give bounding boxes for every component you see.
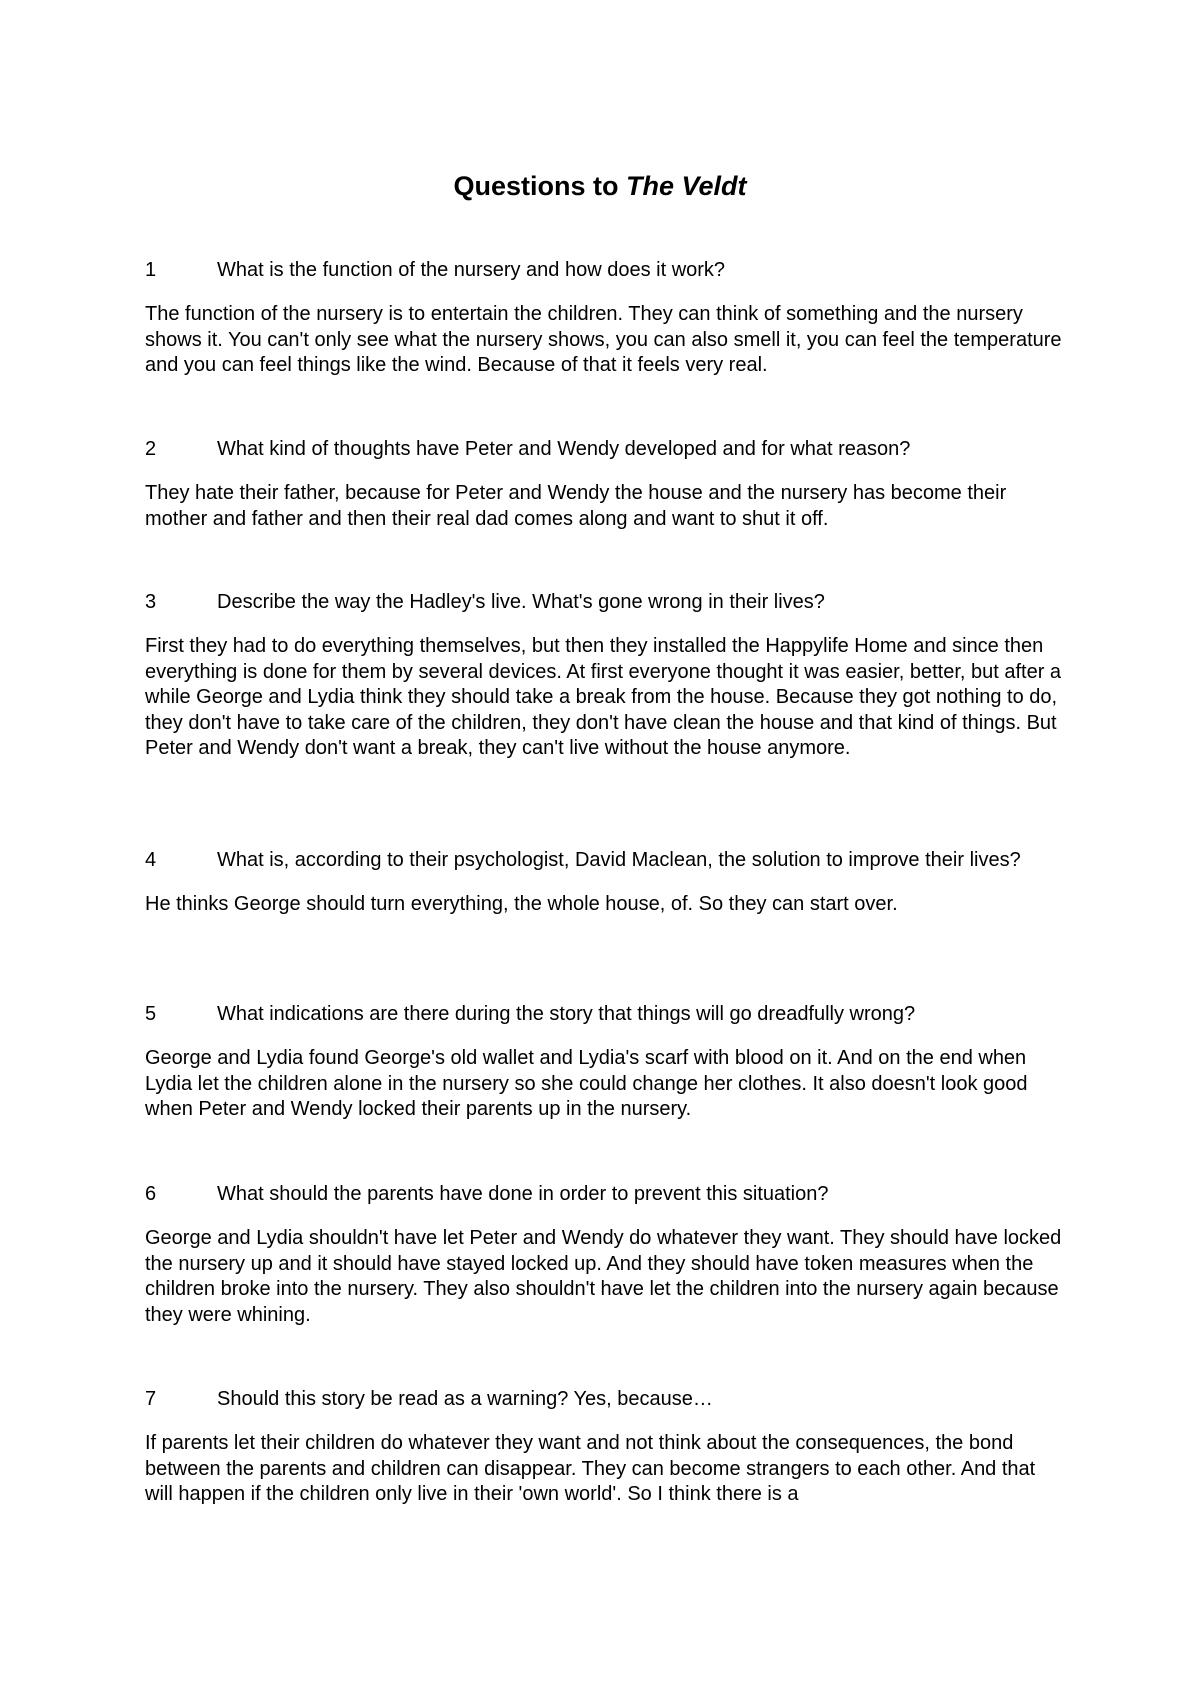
- question-text: Should this story be read as a warning? Yes, because…: [217, 1388, 713, 1410]
- title-prefix: Questions to: [453, 171, 626, 201]
- question-number: 2: [145, 438, 157, 460]
- qa-block-1: [145, 258, 1065, 379]
- question-row: [145, 258, 1065, 283]
- question-text: What is, according to their psychologist, David Maclean, the solution to improve their lives?: [217, 849, 1021, 871]
- answer-text: George and Lydia shouldn't have let Peter and Wendy do whatever they want. They should have locked the nursery up and it should have stayed locked up. And they should have token measures when the children broke into the nursery. They also shouldn't have let the children into the nursery again because they were whining.: [145, 1227, 1062, 1326]
- qa-block-3: [145, 590, 1065, 762]
- question-number: 5: [145, 1003, 157, 1025]
- question-row: [145, 590, 1065, 615]
- question-text: What indications are there during the story that things will go dreadfully wrong?: [217, 1003, 916, 1025]
- question-text: Describe the way the Hadley's live. What's gone wrong in their lives?: [217, 591, 825, 613]
- answer-text: If parents let their children do whatever they want and not think about the consequences, the bond between the parents and children can disappear. They can become strangers to each other. And that will happen if the children only live in their 'own world'. So I think there is a: [145, 1432, 1036, 1505]
- question-row: [145, 848, 1065, 873]
- qa-block-5: [145, 1002, 1065, 1123]
- question-number: 4: [145, 849, 157, 871]
- qa-block-4: [145, 848, 1065, 918]
- question-number: 6: [145, 1183, 157, 1205]
- question-text: What should the parents have done in order to prevent this situation?: [217, 1183, 829, 1205]
- qa-block-7: [145, 1387, 1065, 1508]
- question-row: [145, 437, 1065, 462]
- question-number: 7: [145, 1388, 157, 1410]
- question-row: [145, 1387, 1065, 1412]
- question-number: 1: [145, 259, 157, 281]
- qa-block-6: [145, 1182, 1065, 1328]
- title-italic: The Veldt: [626, 171, 747, 201]
- question-text: What kind of thoughts have Peter and Wendy developed and for what reason?: [217, 438, 911, 460]
- answer-text: The function of the nursery is to entertain the children. They can think of something and the nursery shows it. You can't only see what the nursery shows, you can also smell it, you can feel the temperature and you can feel things like the wind. Because of that it feels very real.: [145, 303, 1062, 376]
- question-text: What is the function of the nursery and how does it work?: [217, 259, 726, 281]
- question-number: 3: [145, 591, 157, 613]
- answer-text: First they had to do everything themselves, but then they installed the Happylife Home and since then everything is done for them by several devices. At first everyone thought it was easier, better, but after a while George and Lydia think they should take a break from the house. Because they got nothing to do, they don't have to take care of the children, they don't have clean the house and that kind of things. But Peter and Wendy don't want a break, they can't live without the house anymore.: [145, 635, 1062, 759]
- answer-text: George and Lydia found George's old wallet and Lydia's scarf with blood on it. And on the end when Lydia let the children alone in the nursery so she could change her clothes. It also doesn't look good when Peter and Wendy locked their parents up in the nursery.: [145, 1047, 1028, 1120]
- question-row: [145, 1002, 1065, 1027]
- page-title: [0, 170, 1200, 202]
- answer-text: He thinks George should turn everything, the whole house, of. So they can start over.: [145, 893, 898, 915]
- qa-block-2: [145, 437, 1065, 532]
- answer-text: They hate their father, because for Peter and Wendy the house and the nursery has become their mother and father and then their real dad comes along and want to shut it off.: [145, 482, 1007, 530]
- question-row: [145, 1182, 1065, 1207]
